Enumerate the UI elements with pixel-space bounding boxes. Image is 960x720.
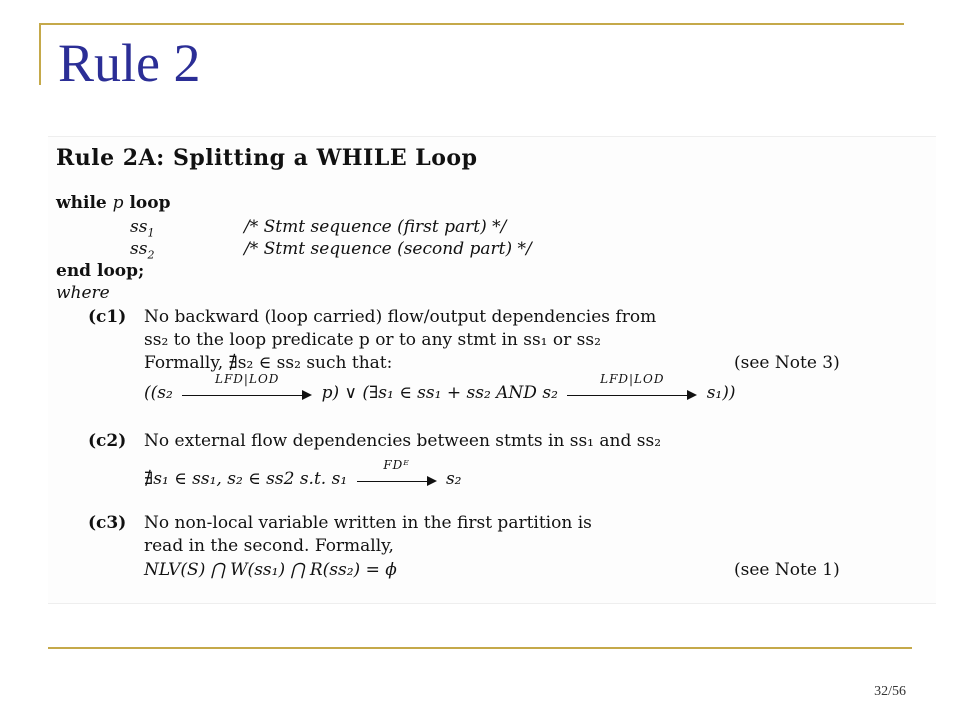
c1-arrow-2-label: LFD|LOD [600,371,665,386]
slide-left-rule [39,23,41,85]
rule-content-panel [48,136,936,604]
c3-label: (c3) [88,513,127,533]
c3-line-1: No non-local variable written in the first partition is [144,513,592,533]
ss2-name: ss [130,239,148,259]
c1-note: (see Note 3) [734,353,840,373]
ss2-comment: /* Stmt sequence (second part) */ [244,239,532,259]
c1-formula-right: s₁)) [706,383,736,403]
c1-formula-left: ((s₂ [144,383,173,403]
c2-arrow [357,457,437,490]
ss1-sub: 1 [147,226,155,240]
c1-label: (c1) [88,307,127,327]
c2-formula [144,457,462,490]
c3-formula: NLV(S) ⋂ W(ss₁) ⋂ R(ss₂) = ϕ [144,560,397,580]
ss1-line [130,217,154,239]
c1-arrow-2 [567,371,697,404]
c1-formula [144,371,736,404]
c1-formally: Formally, ∄s₂ ∈ ss₂ such that: [144,353,393,373]
while-line [56,193,171,213]
page-number: 32/56 [874,684,906,699]
c1-formula-mid: p) ∨ (∃s₁ ∈ ss₁ + ss₂ AND s₂ [321,383,558,403]
while-keyword: while [56,193,107,213]
c1-arrow-1 [182,371,312,404]
c2-formula-left: ∄s₁ ∈ ss₁, s₂ ∈ ss2 s.t. s₁ [144,469,348,489]
end-loop-line: end loop; [56,261,145,281]
ss1-comment: /* Stmt sequence (first part) */ [244,217,507,237]
c2-arrow-label: FDᴱ [383,457,410,472]
loop-keyword: loop [129,193,171,213]
c2-formula-right: s₂ [445,469,462,489]
rule-heading: Rule 2A: Splitting a WHILE Loop [56,145,478,171]
where-label: where [56,283,110,303]
ss1-name: ss [130,217,148,237]
c1-line-1: No backward (loop carried) flow/output dependencies from [144,307,657,327]
slide-title: Rule 2 [58,33,201,93]
c2-label: (c2) [88,431,127,451]
c3-note: (see Note 1) [734,560,840,580]
c2-line-1: No external flow dependencies between stmts in ss₁ and ss₂ [144,431,662,451]
while-predicate: p [112,193,124,213]
c1-line-2: ss₂ to the loop predicate p or to any stmt in ss₁ or ss₂ [144,330,601,350]
c3-line-2: read in the second. Formally, [144,536,394,556]
ss2-sub: 2 [147,248,155,262]
ss2-line [130,239,154,261]
slide-bottom-rule [48,647,912,649]
slide-top-rule [40,23,904,25]
c1-arrow-1-label: LFD|LOD [215,371,280,386]
